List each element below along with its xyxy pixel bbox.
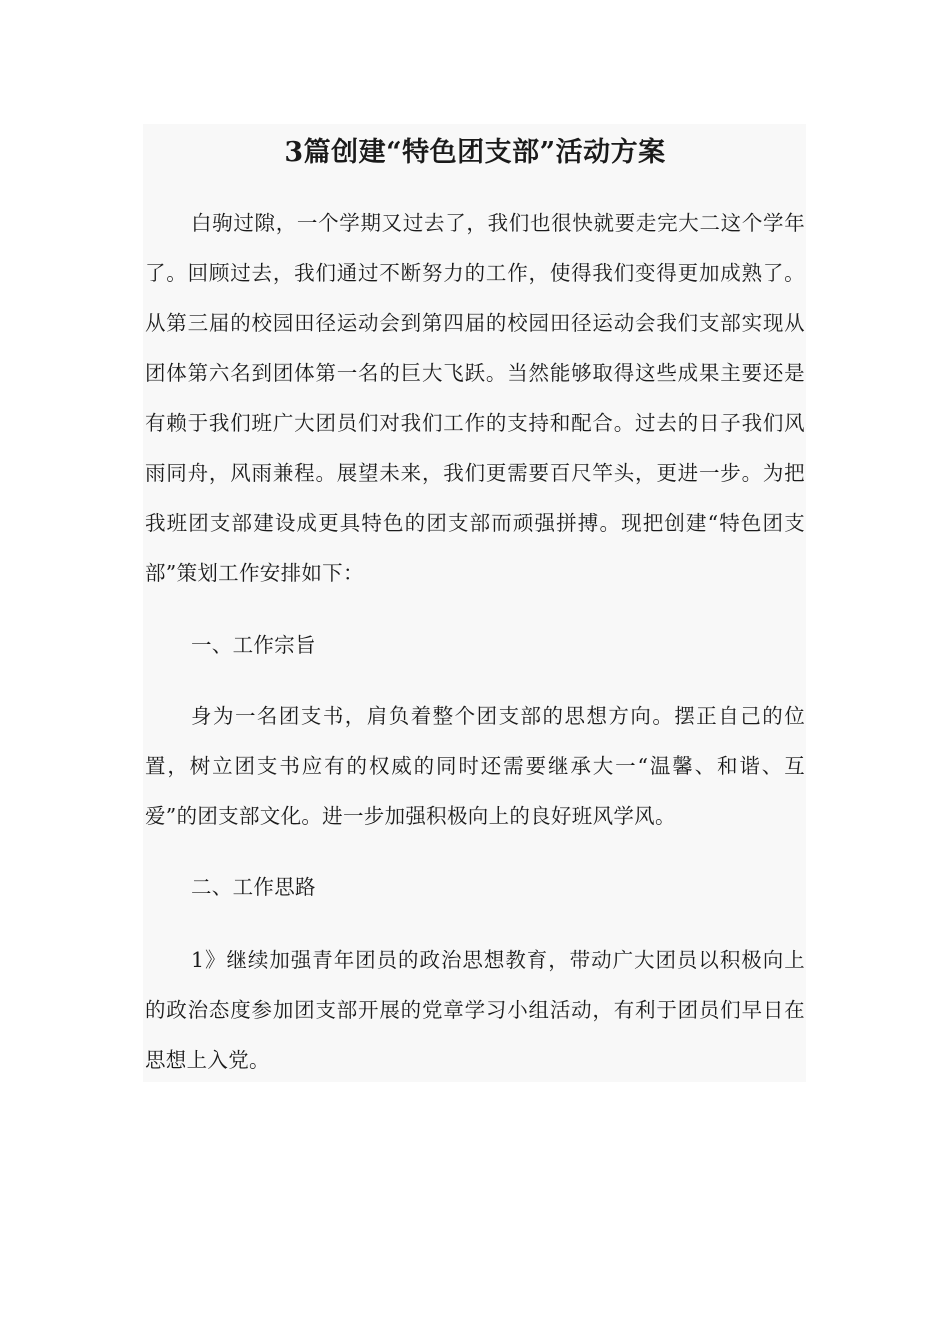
section-paragraph-approach: 1》继续加强青年团员的政治思想教育，带动广大团员以积极向上的政治态度参加团支部开展的党章学习小组活动，有利于团员们早日在思想上入党。 [145, 948, 805, 1072]
section-heading-purpose: 一、工作宗旨 [191, 633, 316, 657]
section-heading-approach: 二、工作思路 [191, 875, 316, 899]
intro-paragraph: 白驹过隙，一个学期又过去了，我们也很快就要走完大二这个学年了。回顾过去，我们通过不断努力的工作，使得我们变得更加成熟了。从第三届的校园田径运动会到第四届的校园田径运动会我们支部实现从团体第六名到团体第一名的巨大飞跃。当然能够取得这些成果主要还是有赖于我们班广大团员们对我们工作的支持和配合。过去的日子我们风雨同舟，风雨兼程。展望未来，我们更需要百尺竿头，更进一步。为把我班团支部建设成更具特色的团支部而顽强拼搏。现把创建“特色团支部”策划工作安排如下： [145, 211, 805, 585]
document-title: 3篇创建“特色团支部”活动方案 [284, 137, 666, 168]
section-paragraph-purpose: 身为一名团支书，肩负着整个团支部的思想方向。摆正自己的位置，树立团支书应有的权威的同时还需要继承大一“温馨、和谐、互爱”的团支部文化。进一步加强积极向上的良好班风学风。 [145, 704, 805, 828]
